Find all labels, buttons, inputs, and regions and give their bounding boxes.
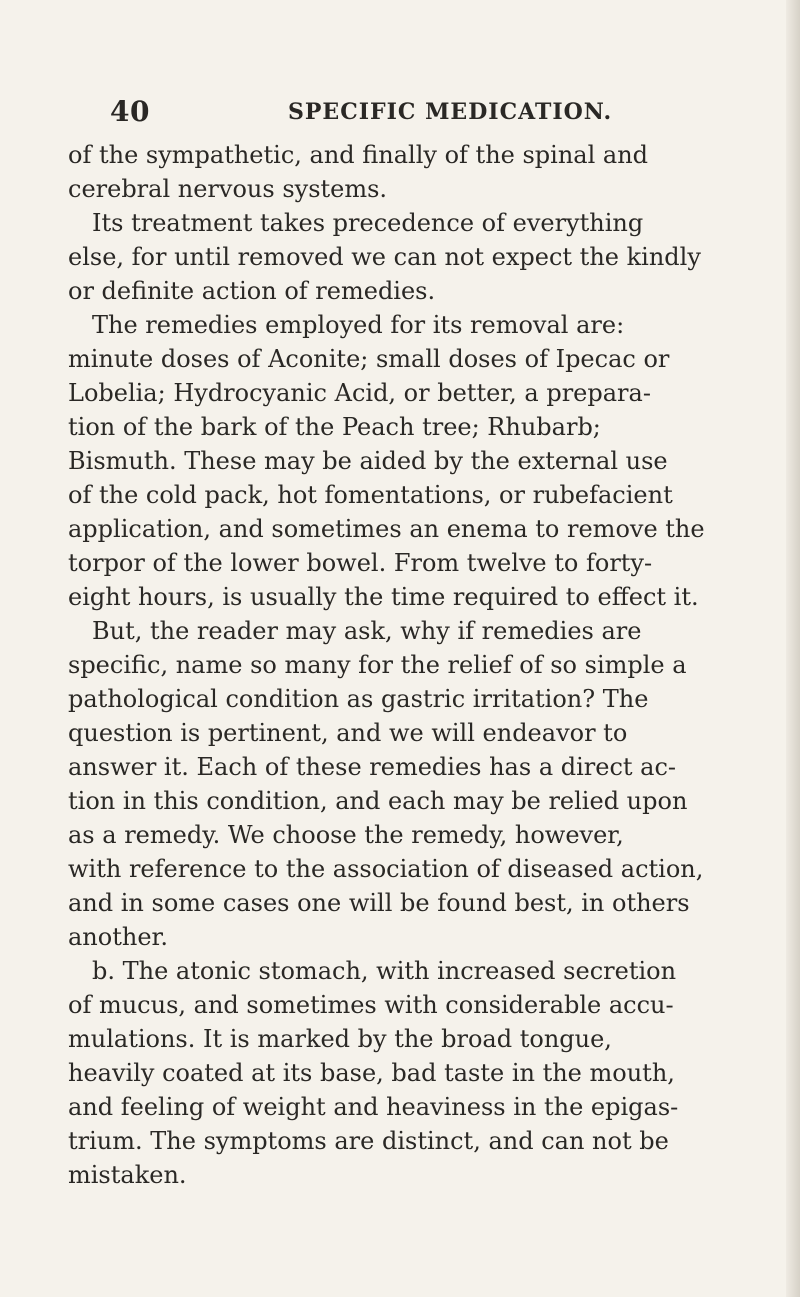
text-line: of the cold pack, hot fomentations, or rubefacient	[68, 481, 673, 509]
text-line: trium. The symptoms are distinct, and can not be	[68, 1127, 669, 1155]
text-line: mistaken.	[68, 1161, 187, 1189]
text-line: and feeling of weight and heaviness in the epigas-	[68, 1093, 679, 1121]
text-line: as a remedy. We choose the remedy, however,	[68, 821, 624, 849]
text-line: Its treatment takes precedence of everything	[92, 209, 644, 237]
text-line: Lobelia; Hydrocyanic Acid, or better, a prepara-	[68, 379, 651, 407]
text-line: But, the reader may ask, why if remedies are	[92, 617, 642, 645]
running-title: SPECIFIC MEDICATION.	[288, 99, 613, 125]
text-line: or definite action of remedies.	[68, 277, 436, 305]
text-line: tion in this condition, and each may be relied upon	[68, 787, 688, 815]
text-line: specific, name so many for the relief of so simple a	[68, 651, 687, 679]
text-line: tion of the bark of the Peach tree; Rhubarb;	[68, 413, 601, 441]
text-line: answer it. Each of these remedies has a direct ac-	[68, 753, 677, 781]
text-line: question is pertinent, and we will endeavor to	[68, 719, 628, 747]
text-line: cerebral nervous systems.	[68, 175, 388, 203]
text-line: The remedies employed for its removal are:	[92, 311, 625, 339]
text-line: and in some cases one will be found best, in others	[68, 889, 690, 917]
text-line: heavily coated at its base, bad taste in the mouth,	[68, 1059, 675, 1087]
text-line: mulations. It is marked by the broad tongue,	[68, 1025, 612, 1053]
text-line: pathological condition as gastric irritation? The	[68, 685, 649, 713]
text-line: else, for until removed we can not expect the kindly	[68, 243, 701, 271]
text-line: eight hours, is usually the time required to effect it.	[68, 583, 699, 611]
text-line: minute doses of Aconite; small doses of Ipecac or	[68, 345, 670, 373]
text-line: Bismuth. These may be aided by the external use	[68, 447, 668, 475]
text-line: another.	[68, 923, 168, 951]
text-line: b. The atonic stomach, with increased secretion	[92, 957, 677, 985]
body-text	[68, 138, 758, 1192]
page-number: 40	[110, 95, 150, 128]
text-line: with reference to the association of diseased action,	[68, 855, 704, 883]
page-edge-shadow	[786, 0, 800, 1297]
running-head	[110, 92, 746, 132]
text-line: of the sympathetic, and finally of the spinal and	[68, 141, 649, 169]
text-line: torpor of the lower bowel. From twelve to forty-	[68, 549, 653, 577]
text-line: application, and sometimes an enema to remove the	[68, 515, 705, 543]
text-line: of mucus, and sometimes with considerable accu-	[68, 991, 674, 1019]
